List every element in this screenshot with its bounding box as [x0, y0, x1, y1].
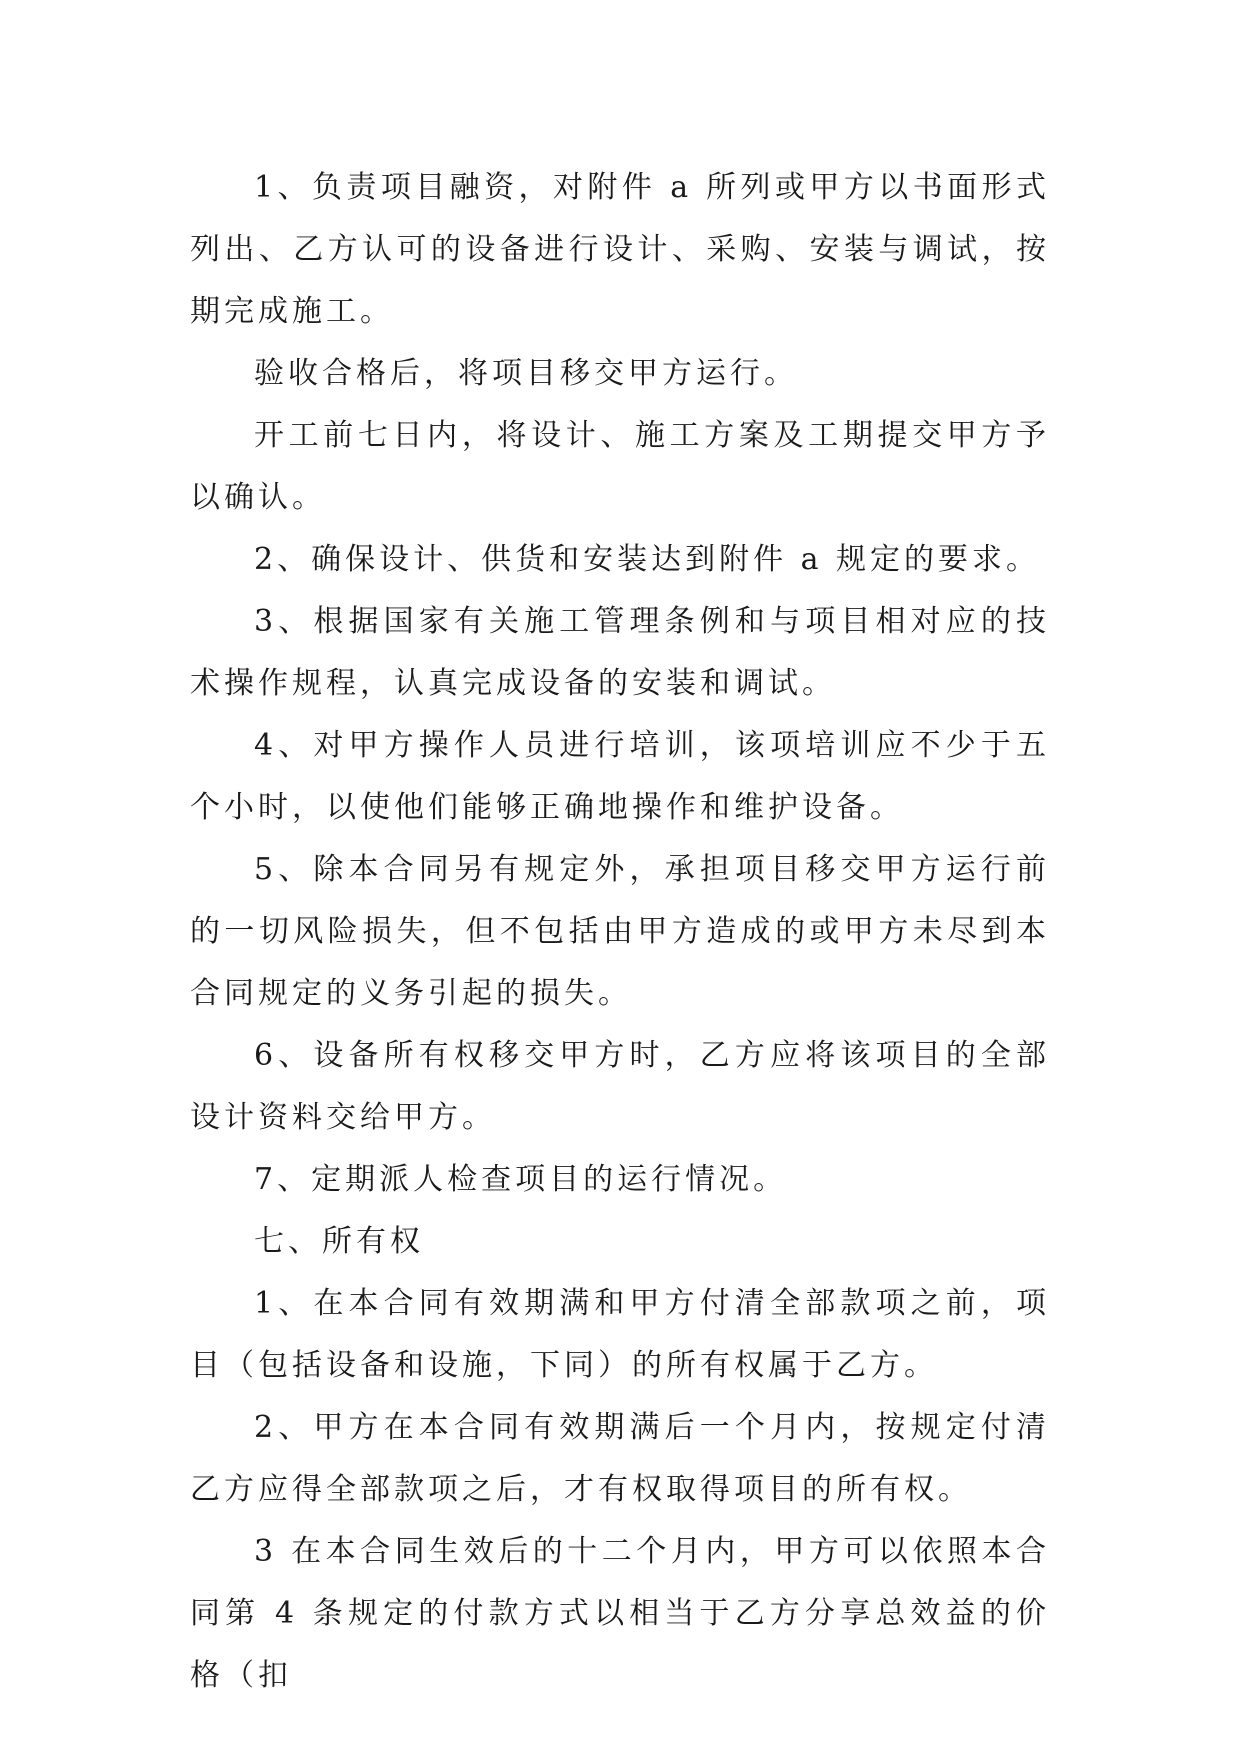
section-heading-ownership: 七、所有权 [254, 1224, 424, 1259]
paragraph-responsibility-7: 7、定期派人检查项目的运行情况。 [254, 1162, 788, 1197]
paragraph-pre-construction: 开工前七日内，将设计、施工方案及工期提交甲方予以确认。 [190, 418, 1050, 515]
paragraph-responsibility-1: 1、负责项目融资，对附件 a 所列或甲方以书面形式列出、乙方认可的设备进行设计、采购、安装与调试，按期完成施工。 [190, 170, 1050, 329]
document-body [190, 157, 1050, 1707]
paragraph-ownership-1: 1、在本合同有效期满和甲方付清全部款项之前，项目（包括设备和设施，下同）的所有权属于乙方。 [190, 1286, 1050, 1383]
paragraph-responsibility-2: 2、确保设计、供货和安装达到附件 a 规定的要求。 [254, 542, 1041, 577]
paragraph-responsibility-6: 6、设备所有权移交甲方时，乙方应将该项目的全部设计资料交给甲方。 [190, 1038, 1050, 1135]
paragraph-acceptance: 验收合格后，将项目移交甲方运行。 [254, 356, 798, 391]
paragraph-ownership-2: 2、甲方在本合同有效期满后一个月内，按规定付清乙方应得全部款项之后，才有权取得项目的所有权。 [190, 1410, 1050, 1507]
paragraph-responsibility-3: 3、根据国家有关施工管理条例和与项目相对应的技术操作规程，认真完成设备的安装和调试。 [190, 604, 1050, 701]
paragraph-responsibility-5: 5、除本合同另有规定外，承担项目移交甲方运行前的一切风险损失，但不包括由甲方造成的或甲方未尽到本合同规定的义务引起的损失。 [190, 852, 1050, 1011]
paragraph-responsibility-4: 4、对甲方操作人员进行培训，该项培训应不少于五个小时，以使他们能够正确地操作和维护设备。 [190, 728, 1050, 825]
paragraph-ownership-3: 3 在本合同生效后的十二个月内，甲方可以依照本合同第 4 条规定的付款方式以相当于乙方分享总效益的价格（扣 [190, 1534, 1050, 1693]
